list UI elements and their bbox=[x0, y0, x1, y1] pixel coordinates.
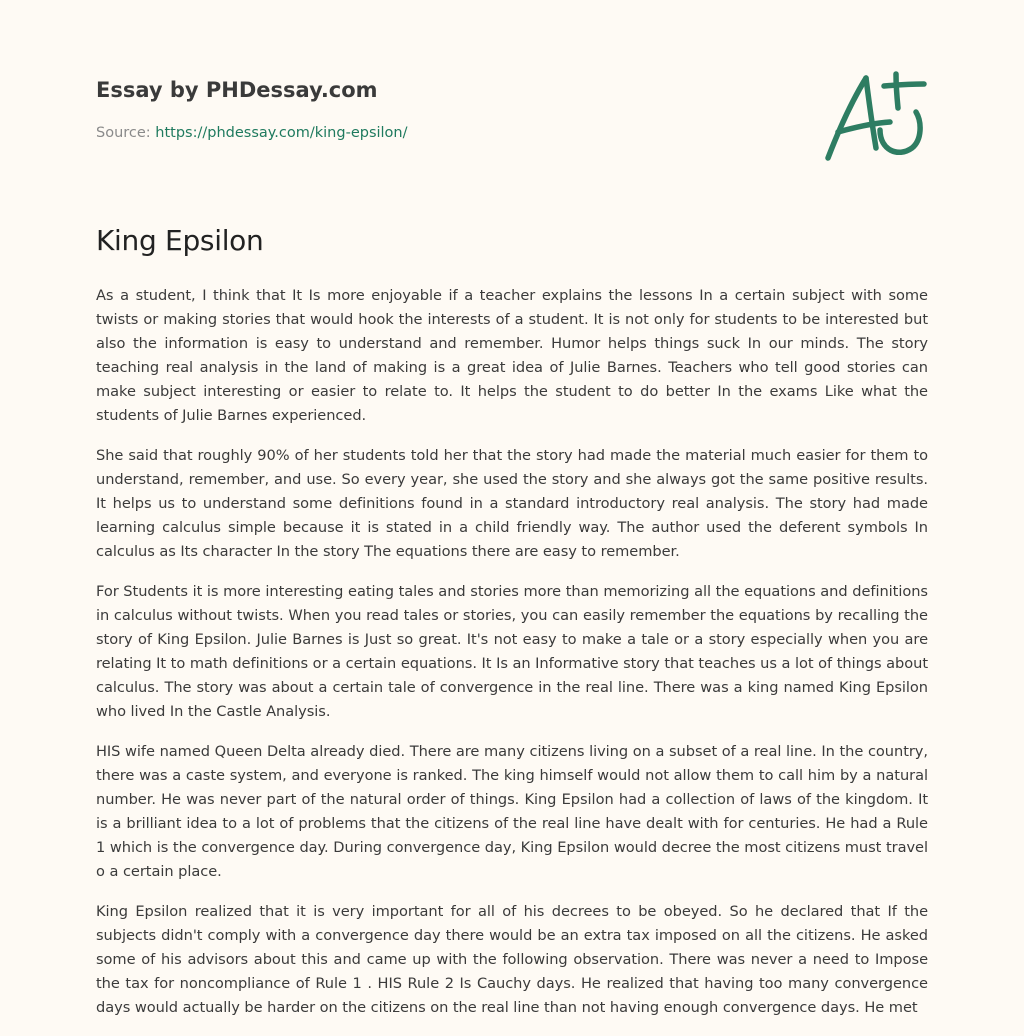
essay-title: King Epsilon bbox=[96, 224, 264, 257]
source-label: Source: bbox=[96, 125, 156, 141]
essay-paragraph: HIS wife named Queen Delta already died. There are many citizens living on a subset of a real line. In the country, there was a caste system, and everyone is ranked. The king himself would not allow them to call him by a natural number. He was never part of the natural order of things. King Epsilon had a collection of laws of the kingdom. It is a brilliant idea to a lot of problems that the citizens of the real line have dealt with for centuries. He had a Rule 1 which is the convergence day. During convergence day, King Epsilon would decree the most citizens must travel o a certain place. bbox=[96, 743, 928, 880]
site-brand: Essay by PHDessay.com bbox=[96, 78, 378, 102]
essay-body bbox=[96, 284, 928, 1036]
source-line bbox=[96, 123, 796, 143]
source-link[interactable]: https://phdessay.com/king-epsilon/ bbox=[155, 125, 408, 141]
essay-paragraph: She said that roughly 90% of her students told her that the story had made the material much easier for them to understand, remember, and use. So every year, she used the story and she always got the same positive results. It helps us to understand some definitions found in a standard introductory real analysis. The story had made learning calculus simple because it is stated in a child friendly way. The author used the deferent symbols In calculus as Its character In the story The equations there are easy to remember. bbox=[96, 447, 928, 560]
essay-paragraph: King Epsilon realized that it is very important for all of his decrees to be obeyed. So he declared that If the subjects didn't comply with a convergence day there would be an extra tax imposed on all the citizens. He asked some of his advisors about this and came up with the following observation. There was never a need to Impose the tax for noncompliance of Rule 1 . HIS Rule 2 Is Cauchy days. He realized that having too many convergence days would actually be harder on the citizens on the real line than not having enough convergence days. He met bbox=[96, 903, 928, 1016]
essay-paragraph: As a student, I think that It Is more enjoyable if a teacher explains the lessons In a certain subject with some twists or making stories that would hook the interests of a student. It is not only for students to be interested but also the information is easy to understand and remember. Humor helps things suck In our minds. The story teaching real analysis in the land of making is a great idea of Julie Barnes. Teachers who tell good stories can make subject interesting or easier to relate to. It helps the student to do better In the exams Like what the students of Julie Barnes experienced. bbox=[96, 287, 928, 424]
essay-paragraph: For Students it is more interesting eating tales and stories more than memorizing all the equations and definitions in calculus without twists. When you read tales or stories, you can easily remember the equations by recalling the story of King Epsilon. Julie Barnes is Just so great. It's not easy to make a tale or a story especially when you are relating It to math definitions or a certain equations. It Is an Informative story that teaches us a lot of things about calculus. The story was about a certain tale of convergence in the real line. There was a king named King Epsilon who lived In the Castle Analysis. bbox=[96, 583, 928, 720]
page-header bbox=[96, 76, 796, 143]
a-plus-logo-icon bbox=[816, 66, 928, 166]
